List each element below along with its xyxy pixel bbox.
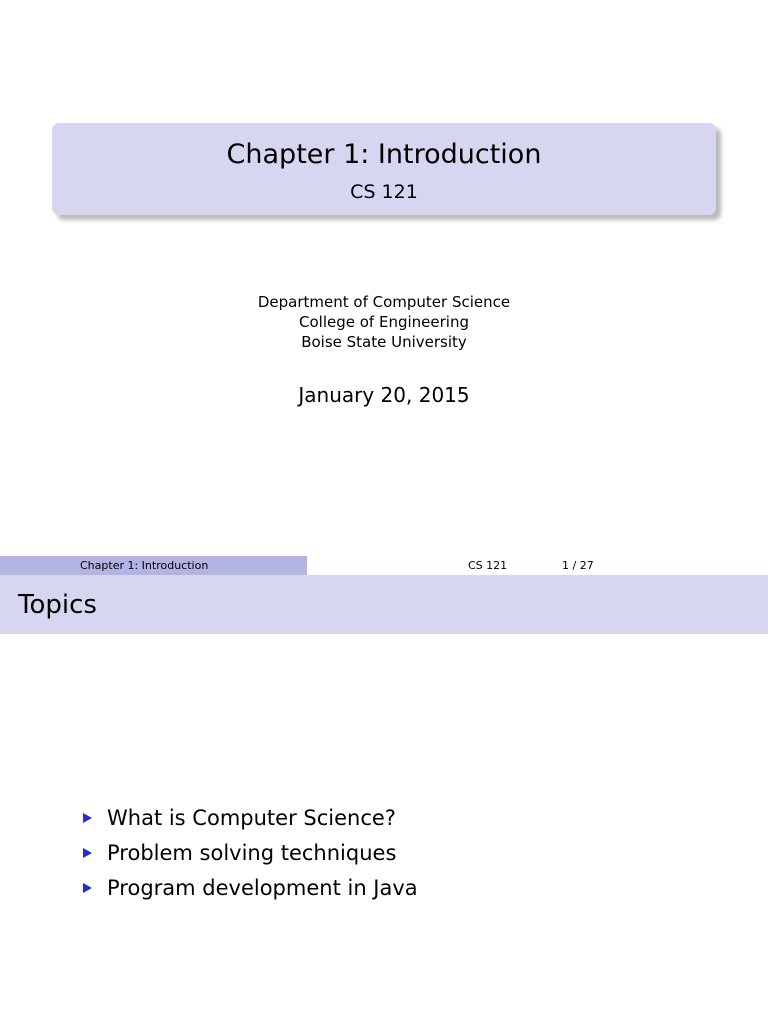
institute-line-college: College of Engineering bbox=[299, 313, 469, 331]
footer-course: CS 121 bbox=[468, 559, 508, 572]
list-item bbox=[82, 870, 418, 905]
list-item-text: Problem solving techniques bbox=[107, 840, 397, 865]
presentation-date: January 20, 2015 bbox=[298, 383, 470, 407]
triangle-bullet-icon bbox=[83, 813, 92, 823]
institute-line-university: Boise State University bbox=[301, 333, 467, 351]
list-item-text: What is Computer Science? bbox=[107, 805, 396, 830]
footer-short-title: Chapter 1: Introduction bbox=[80, 559, 209, 572]
triangle-bullet-icon bbox=[83, 883, 92, 893]
triangle-bullet-icon bbox=[83, 848, 92, 858]
list-item bbox=[82, 800, 418, 835]
institute-line-department: Department of Computer Science bbox=[257, 293, 511, 311]
institute-block bbox=[0, 292, 768, 352]
presentation-title: Chapter 1: Introduction bbox=[226, 139, 542, 170]
footer-title-band bbox=[0, 556, 307, 575]
footer-page-number: 1 / 27 bbox=[562, 559, 594, 572]
frame-title: Topics bbox=[18, 590, 97, 620]
list-item bbox=[82, 835, 418, 870]
presentation-subtitle: CS 121 bbox=[350, 181, 418, 203]
slide-footer bbox=[0, 556, 768, 575]
list-item-text: Program development in Java bbox=[107, 875, 418, 900]
topics-list bbox=[82, 800, 418, 905]
frame-title-bar bbox=[0, 575, 768, 634]
